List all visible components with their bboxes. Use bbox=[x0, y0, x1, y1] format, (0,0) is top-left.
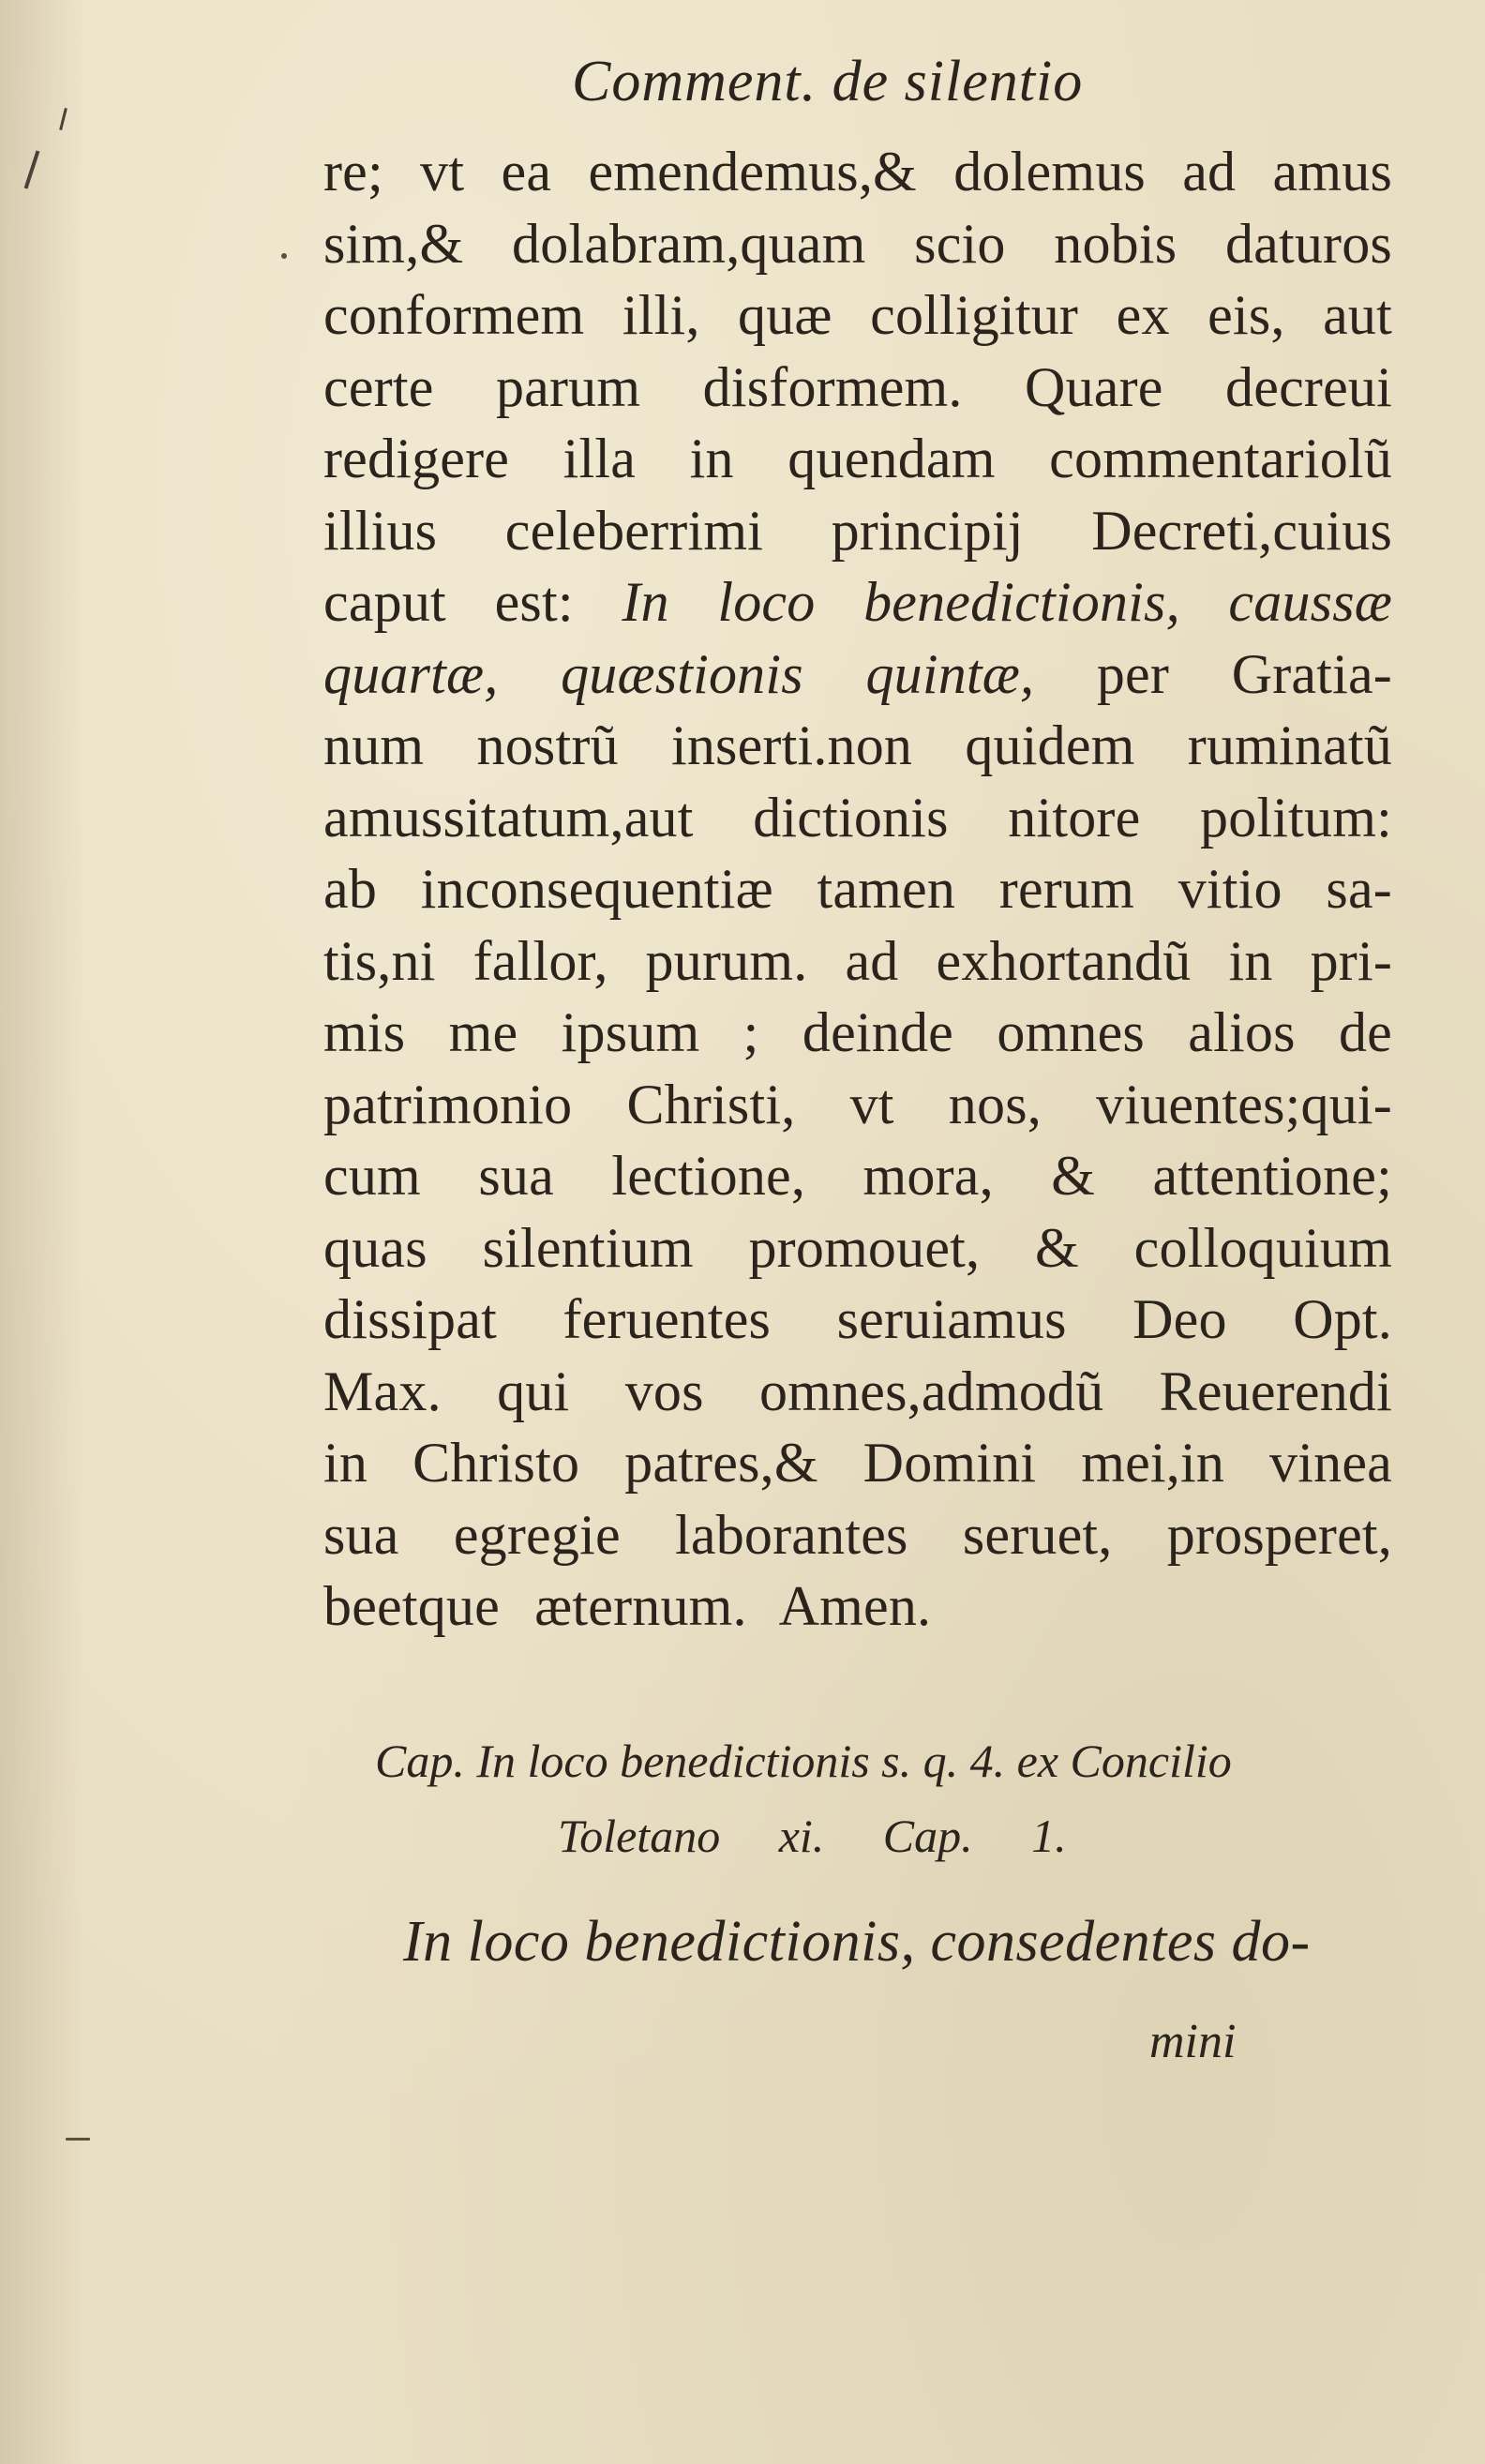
chapter-heading-line: Cap. In loco benedictionis s. q. 4. ex Concilio bbox=[375, 1735, 1232, 1787]
page-gutter-shadow bbox=[0, 0, 84, 2464]
chapter-heading-line: Toletano xi. Cap. 1. bbox=[558, 1810, 1067, 1862]
ink-speck bbox=[281, 253, 287, 259]
text-line: illius celeberrimi principij Decreti,cuius bbox=[323, 499, 1392, 562]
text-line: certe parum disformem. Quare decreui bbox=[323, 355, 1392, 418]
text-line: cum sua lectione, mora, & attentione; bbox=[323, 1145, 1392, 1207]
text-line: redigere illa in quendam commentariolũ bbox=[323, 428, 1392, 489]
chapter-incipit: In loco benedictionis, consedentes do- bbox=[403, 1910, 1311, 1974]
chapter-heading bbox=[375, 1723, 1322, 1873]
text-line: re; vt ea emendemus,& dolemus ad amus bbox=[323, 141, 1392, 203]
text-line: mis me ipsum ; deinde omnes alios de bbox=[323, 1001, 1392, 1063]
text-line-mixed bbox=[323, 566, 1392, 639]
catchword: mini bbox=[1149, 2015, 1237, 2068]
text-fragment: per Gratia- bbox=[1096, 642, 1392, 705]
running-head: Comment. de silentio bbox=[572, 50, 1084, 113]
text-line-closing: beetque æternum. Amen. bbox=[323, 1575, 932, 1637]
text-line: amussitatum,aut dictionis nitore politum: bbox=[323, 786, 1392, 849]
ink-speck bbox=[66, 2138, 90, 2141]
text-line: quas silentium promouet, & colloquium bbox=[323, 1216, 1392, 1279]
text-line: sim,& dolabram,quam scio nobis daturos bbox=[323, 212, 1392, 275]
text-line: in Christo patres,& Domini mei,in vinea bbox=[323, 1432, 1392, 1494]
text-line: num nostrũ inserti.non quidem ruminatũ bbox=[323, 714, 1392, 776]
text-line-mixed bbox=[323, 639, 1392, 711]
decretum-citation: In loco benedictionis, caussæ bbox=[622, 571, 1392, 633]
text-line: dissipat feruentes seruiamus Deo Opt. bbox=[323, 1288, 1392, 1350]
text-line: patrimonio Christi, vt nos, viuentes;qui- bbox=[323, 1073, 1392, 1135]
text-line: sua egregie laborantes seruet, prosperet, bbox=[323, 1503, 1392, 1566]
text-line: tis,ni fallor, purum. ad exhortandũ in pri- bbox=[323, 929, 1392, 992]
decretum-citation-cont: quartæ, quæstionis quintæ, bbox=[323, 642, 1035, 705]
body-text bbox=[323, 136, 1392, 1643]
text-line: Max. qui vos omnes,admodũ Reuerendi bbox=[323, 1360, 1392, 1422]
text-line: conformem illi, quæ colligitur ex eis, aut bbox=[323, 284, 1392, 346]
text-line: ab inconsequentiæ tamen rerum vitio sa- bbox=[323, 858, 1392, 920]
text-fragment: caput est: bbox=[323, 571, 574, 633]
